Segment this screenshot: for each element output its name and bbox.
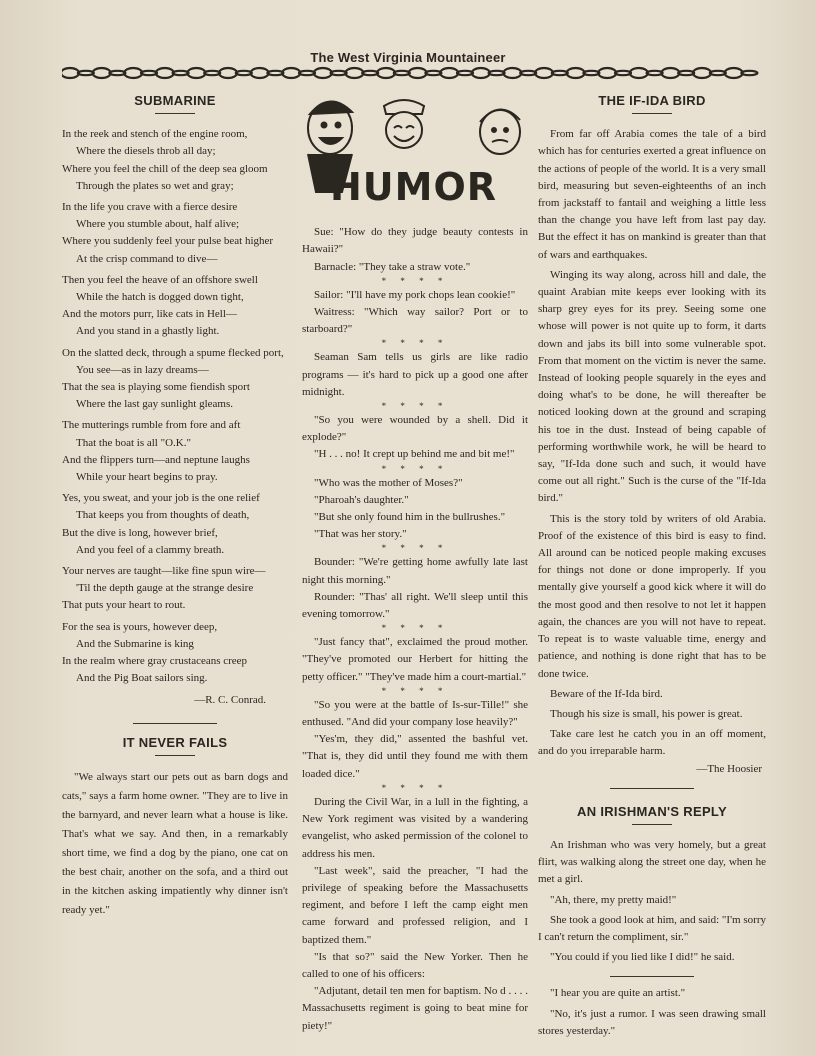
- joke-line: "Who was the mother of Moses?": [314, 476, 463, 489]
- chain-link: [661, 68, 679, 78]
- poem-line: That the sea is playing some fiendish sport: [62, 381, 250, 394]
- poem-stanza: [62, 199, 288, 268]
- chain-link: [219, 68, 237, 78]
- title-rule: [632, 824, 672, 825]
- chain-link: [615, 71, 631, 75]
- chain-link: [520, 71, 536, 75]
- poem-line: That puts your heart to rout.: [62, 599, 186, 612]
- article-paragraph: This is the story told by writers of old Arabia. Proof of the existence of this bird is easy to find. All around can be noticed people making excuses for things not done or done improperly. If you mentally give yourself a good kick where it will do the most good and then resolve to not let it happen again, the chances are you will not have to repeat. To repeat is to waste valuable time, energy and patience, and nothing is done right that has to be done twice.: [538, 512, 766, 680]
- poem-line: Where the diesels throb all day;: [76, 145, 216, 158]
- chain-link: [741, 71, 757, 75]
- joke-separator: * * * *: [381, 782, 449, 793]
- joke-line: Seaman Sam tells us girls are like radio programs — it's hard to pick up a good one after midnight.: [302, 351, 528, 398]
- joke-line: "Pharoah's daughter.": [314, 493, 409, 506]
- chain-link: [236, 71, 252, 75]
- chain-link: [598, 68, 616, 78]
- chain-link: [251, 68, 269, 78]
- chain-link: [78, 71, 94, 75]
- article-paragraph: An Irishman who was very homely, but a great flirt, was walking along the street one day, when he met a girl.: [538, 838, 766, 886]
- chain-link: [725, 68, 743, 78]
- joke-line: Sailor: "I'll have my pork chops lean cookie!": [314, 288, 516, 301]
- submarine-poem: [62, 126, 288, 687]
- poem-line: You see—as in lazy dreams—: [76, 363, 209, 376]
- joke-line: "So you were wounded by a shell. Did it explode?": [302, 414, 528, 444]
- chain-link: [583, 71, 599, 75]
- poem-line: And the Submarine is king: [76, 637, 194, 650]
- joke-line: Barnacle: "They take a straw vote.": [314, 260, 471, 273]
- chain-link: [472, 68, 490, 78]
- chain-link: [457, 71, 473, 75]
- article-paragraph: Though his size is small, his power is great.: [550, 707, 743, 720]
- chain-link: [204, 71, 220, 75]
- poem-line: But the dive is long, however brief,: [62, 526, 218, 539]
- joke-separator: * * * *: [381, 623, 449, 634]
- chain-link: [93, 68, 111, 78]
- chain-link: [156, 68, 174, 78]
- article-paragraph: "I hear you are quite an artist.": [550, 987, 686, 1000]
- never-fails-title: IT NEVER FAILS: [122, 734, 228, 750]
- joke-line: "Adjutant, detail ten men for baptism. No d . . . . Massachusetts regiment is going to beat mine for piety!": [302, 985, 528, 1032]
- poem-author: —R. C. Conrad.: [194, 693, 266, 706]
- never-fails-text: "We always start our pets out as barn dogs and cats," says a farm home owner. "They are to live in the barnyard, and never learn what a house is like. That's what we say. And then, in a remarkably short time, we find a dog by the piano, one cat on the best chair, another on the sofa, and a third out in the kitchen asking impatiently why dinner isn't ready yet.": [62, 770, 288, 916]
- chain-link: [693, 68, 711, 78]
- chain-link: [187, 68, 205, 78]
- joke-separator: * * * *: [381, 401, 449, 412]
- poem-line: In the life you crave with a fierce desire: [62, 201, 238, 214]
- chain-link: [710, 71, 726, 75]
- chain-link: [62, 68, 79, 78]
- article-paragraph: From far off Arabia comes the tale of a bird which has for centuries exerted a great influence on the actions of people of the world. It is a very small bird, measuring but seven-eighteenths of an inch from jackstaff to fantail and weighing a little less than the change you have left from last pay day. But the effect it has on mankind is greater than that of wars and earthquakes.: [538, 128, 766, 261]
- poem-line: That keeps you from thoughts of death,: [76, 509, 250, 522]
- chain-border: [62, 66, 762, 80]
- chain-link: [552, 71, 568, 75]
- poem-line: While your heart begins to pray.: [76, 471, 218, 484]
- poem-stanza: [62, 490, 288, 559]
- poem-stanza: [62, 417, 288, 486]
- article-paragraph: "No, it's just a rumor. I was seen drawing small stores yesterday.": [538, 1007, 766, 1037]
- joke-separator: * * * *: [381, 463, 449, 474]
- poem-line: Then you feel the heave of an offshore swell: [62, 273, 258, 286]
- poem-line: On the slatted deck, through a spume flecked port,: [62, 346, 284, 359]
- chain-link: [141, 71, 157, 75]
- poem-line: And the flippers turn—and neptune laughs: [62, 453, 250, 466]
- chain-link: [409, 68, 427, 78]
- chain-link: [331, 71, 347, 75]
- left-column: [62, 92, 288, 920]
- middle-column: [302, 92, 528, 1035]
- poem-line: Where you stumble about, half alive;: [76, 218, 240, 231]
- joke-line: "So you were at the battle of Is-sur-Tille!" she enthused. "And did your company lose heavily?": [302, 698, 528, 729]
- article-paragraph: Winging its way along, across hill and dale, the quaint Arabian mite keeps ever looking with its sharp grey eyes for its prey. Seeing some one whose will power is not quite up to form, it darts down and jabs its bill into some vulnerable spot. From that moment on the victim is never the same. Instead of looking people squarely in the eyes and doing what's to be done, he will thereafter be noticed looking down at the ground and scraping his toe in the dust. Instead of being capable of performing worthwhile work, he will be heard to say, "If-Ida done such and such, it would have come out all right." Such is the curse of the "If-Ida bird.": [538, 268, 766, 505]
- title-rule: [632, 113, 672, 114]
- poem-stanza: [62, 345, 288, 414]
- poem-line: In the reek and stench of the engine room,: [62, 128, 248, 141]
- title-rule: [155, 113, 195, 114]
- chain-link: [440, 68, 458, 78]
- chain-link: [567, 68, 585, 78]
- poem-line: For the sea is yours, however deep,: [62, 620, 218, 633]
- poem-line: Yes, you sweat, and your job is the one relief: [62, 492, 260, 505]
- joke-line: "H . . . no! It crept up behind me and bit me!": [314, 448, 515, 461]
- poem-line: While the hatch is dogged down tight,: [76, 291, 244, 304]
- chain-link: [535, 68, 553, 78]
- joke-line: "That was her story.": [314, 528, 407, 541]
- ifida-title: THE IF-IDA BIRD: [598, 93, 706, 108]
- section-divider: [133, 723, 217, 724]
- chain-link: [377, 68, 395, 78]
- joke-line: Rounder: "Thas' all right. We'll sleep until this evening tomorrow.": [302, 590, 528, 621]
- chain-link: [299, 71, 315, 75]
- article-paragraph: "You could if you lied like I did!" he said.: [550, 951, 735, 964]
- poem-line: In the realm where gray crustaceans creep: [62, 655, 248, 668]
- joke-separator: * * * *: [381, 543, 449, 554]
- poem-line: Where you suddenly feel your pulse beat higher: [62, 235, 274, 248]
- irishman-title: AN IRISHMAN'S REPLY: [577, 803, 727, 819]
- joke-separator: * * * *: [381, 275, 449, 286]
- chain-link: [109, 71, 125, 75]
- chain-link: [345, 68, 363, 78]
- chain-link: [503, 68, 521, 78]
- humor-word: HUMOR: [330, 165, 498, 209]
- poem-line: The mutterings rumble from fore and aft: [62, 419, 241, 432]
- joke-line: Bounder: "We're getting home awfully late last night this morning.": [302, 556, 528, 586]
- poem-line: 'Til the depth gauge at the strange desire: [76, 582, 254, 595]
- poem-line: Where the last gay sunlight gleams.: [76, 398, 234, 411]
- chain-link: [425, 71, 441, 75]
- article-paragraph: Beware of the If-Ida bird.: [550, 687, 663, 700]
- joke-line: "Last week", said the preacher, "I had the privilege of speaking before the Massachusetts regiment, and before I left the camp eight men came forward and professed religion, and I baptized them.": [302, 864, 528, 946]
- submarine-title: SUBMARINE: [134, 93, 216, 108]
- article-paragraph: "Ah, there, my pretty maid!": [550, 893, 677, 906]
- sailor-face-icon: [384, 100, 424, 148]
- poem-line: And the motors purr, like cats in Hell—: [62, 308, 237, 321]
- joke-line: Waitress: "Which way sailor? Port or to starboard?": [302, 306, 528, 336]
- chain-link: [647, 71, 663, 75]
- ifida-article: [538, 126, 766, 760]
- right-column: [538, 92, 766, 1040]
- section-divider: [610, 976, 694, 977]
- chain-link: [362, 71, 378, 75]
- joke-line: "Is that so?" said the New Yorker. Then he called to one of his officers:: [302, 950, 528, 980]
- poem-line: That the boat is all "O.K.": [76, 436, 191, 449]
- poem-line: Where you feel the chill of the deep sea gloom: [62, 162, 268, 175]
- poem-line: And the Pig Boat sailors sing.: [76, 672, 208, 685]
- chain-link: [124, 68, 142, 78]
- poem-line: And you stand in a ghastly light.: [76, 325, 220, 338]
- masthead-title: The West Virginia Mountaineer: [310, 50, 506, 65]
- humor-jokes: [302, 224, 528, 1035]
- poem-line: And you feel of a clammy breath.: [76, 543, 225, 556]
- chain-link: [394, 71, 410, 75]
- chain-link: [314, 68, 332, 78]
- chain-link: [267, 71, 283, 75]
- poem-stanza: [62, 272, 288, 341]
- joke-separator: * * * *: [381, 338, 449, 349]
- irishman-article: [538, 837, 766, 966]
- poem-stanza: [62, 563, 288, 615]
- joke-line: "But she only found him in the bullrushes.": [314, 511, 506, 524]
- ifida-credit: —The Hoosier: [696, 762, 762, 775]
- chain-link: [630, 68, 648, 78]
- section-divider: [610, 788, 694, 789]
- artist-joke: [538, 985, 766, 1040]
- chain-link: [678, 71, 694, 75]
- poem-stanza: [62, 126, 288, 195]
- poem-line: Through the plates so wet and gray;: [76, 179, 234, 192]
- joke-line: "Just fancy that", exclaimed the proud mother. "They've promoted our Herbert for hitting the petty officer." "They've made him a court-martial.": [302, 636, 528, 683]
- sailor-face-icon: [480, 109, 520, 154]
- article-paragraph: Take care lest he catch you in an off moment, and do you irreparable harm.: [538, 728, 766, 758]
- article-paragraph: She took a good look at him, and said: "I'm sorry I can't return the compliment, sir.": [538, 913, 766, 943]
- poem-stanza: [62, 619, 288, 688]
- title-rule: [155, 755, 195, 756]
- chain-link: [282, 68, 300, 78]
- joke-line: During the Civil War, in a lull in the fighting, a New York regiment was visited by a wandering evangelist, who asked permission of the colonel to address his men.: [302, 795, 528, 860]
- poem-line: At the crisp command to dive—: [76, 252, 218, 265]
- joke-line: Sue: "How do they judge beauty contests in Hawaii?": [302, 226, 528, 256]
- chain-link: [173, 71, 189, 75]
- joke-line: "Yes'm, they did," assented the bashful vet. "That is, they did until they found me with them loaded dice.": [302, 733, 528, 780]
- joke-separator: * * * *: [381, 685, 449, 696]
- poem-line: Your nerves are taught—like fine spun wire—: [62, 565, 266, 578]
- humor-cartoon-illustration: [302, 92, 528, 212]
- chain-link: [489, 71, 505, 75]
